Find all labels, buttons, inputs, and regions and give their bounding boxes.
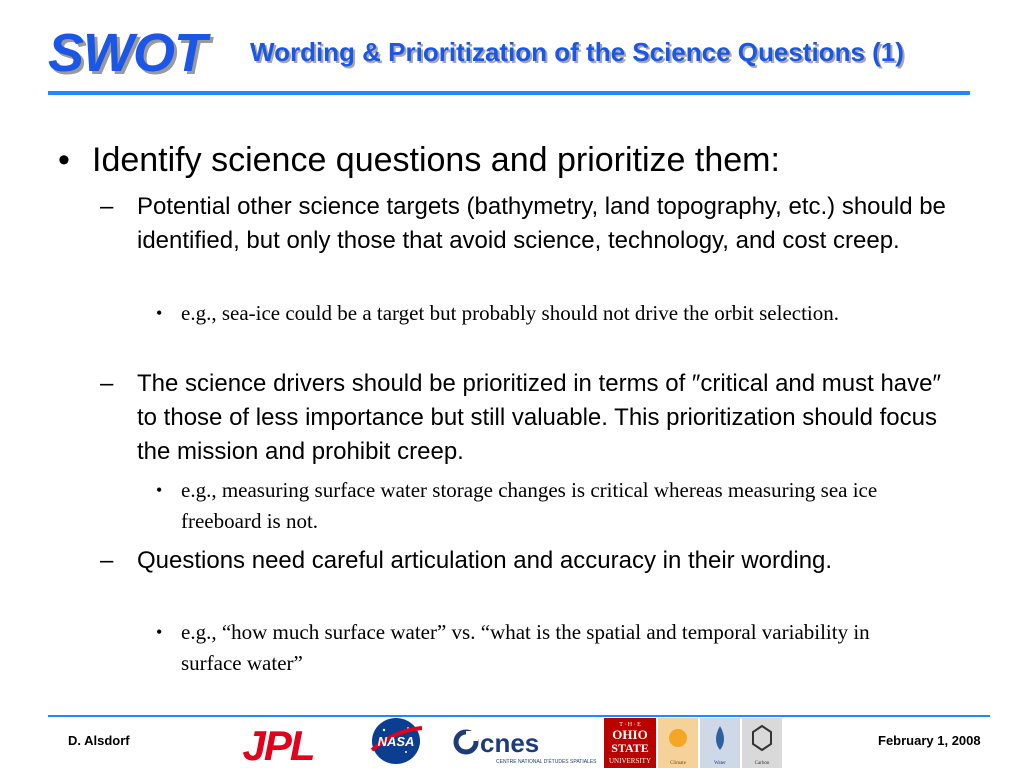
dash-marker: –	[100, 370, 114, 397]
tile-water-label: Water	[714, 761, 726, 766]
cnes-logo	[452, 722, 597, 766]
cnes-subtitle: CENTRE NATIONAL D'ÉTUDES SPATIALES	[496, 759, 597, 765]
bullet-marker: •	[58, 141, 70, 179]
footer-divider	[48, 715, 990, 717]
osu-logo-line2: STATE	[611, 741, 649, 755]
dash-marker: –	[100, 547, 114, 574]
sun-icon	[669, 729, 687, 747]
bullet-text: e.g., “how much surface water” vs. “what is the spatial and temporal variability in surface water”	[181, 620, 870, 675]
bullet-text: The science drivers should be prioritized in terms of ″critical and must have″ to those of less importance but still valuable. This prioritization should focus the mission and prohibit creep.	[137, 370, 941, 465]
bullet-text: e.g., sea-ice could be a target but probably should not drive the orbit selection.	[181, 301, 840, 325]
header-divider	[48, 91, 970, 95]
bullet-marker: •	[156, 303, 163, 323]
tile-carbon-label: Carbon	[754, 761, 770, 766]
footer-author: D. Alsdorf	[68, 733, 130, 748]
jpl-logo-text: JPL	[242, 722, 314, 768]
bullet-text: Potential other science targets (bathymetry, land topography, etc.) should be identified, but only those that avoid science, technology, and cost creep.	[137, 193, 946, 254]
cnes-logo-text: cnes	[480, 728, 540, 758]
osu-logo-line1: OHIO	[612, 727, 648, 742]
climate-water-carbon-logo	[658, 718, 782, 768]
bullet-marker: •	[156, 622, 163, 642]
osu-logo	[604, 718, 656, 768]
jpl-logo	[214, 722, 342, 766]
osu-logo-line3: UNIVERSITY	[609, 757, 651, 765]
dash-marker: –	[100, 193, 114, 220]
slide-title: Wording & Prioritization of the Science Questions (1)	[250, 37, 904, 67]
nasa-logo	[368, 716, 424, 766]
nasa-logo-text: NASA	[377, 734, 415, 749]
bullet-text: e.g., measuring surface water storage changes is critical whereas measuring sea ice freeboard is not.	[181, 478, 878, 533]
bullet-marker: •	[156, 480, 163, 500]
tile-climate-label: Climate	[670, 761, 686, 766]
bullet-text: Identify science questions and prioritize them:	[92, 141, 780, 179]
bullet-text: Questions need careful articulation and accuracy in their wording.	[137, 547, 833, 574]
osu-logo-top: T · H · E	[619, 722, 641, 728]
footer-date: February 1, 2008	[878, 733, 981, 748]
swot-logo: SWOT	[48, 23, 206, 83]
